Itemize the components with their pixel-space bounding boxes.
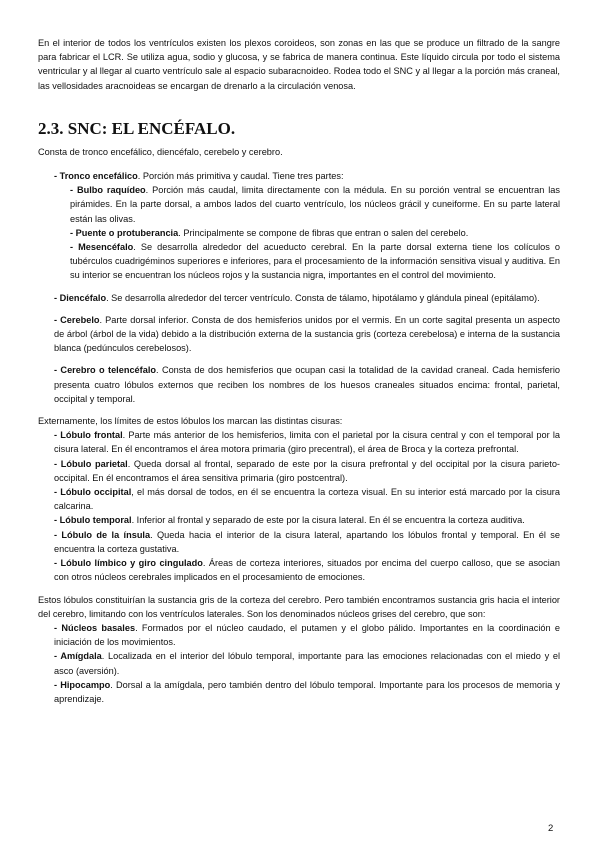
term-diencefalo: - Diencéfalo <box>54 292 107 303</box>
term-bulbo: - Bulbo raquídeo <box>70 185 146 196</box>
term-lobulo-occipital: - Lóbulo occipital <box>54 487 132 498</box>
lobulo-frontal <box>54 428 560 456</box>
sub-bulbo <box>70 183 560 226</box>
term-cerebelo: - Cerebelo <box>54 314 100 325</box>
lobulo-temporal <box>54 513 560 527</box>
term-puente: - Puente o protuberancia <box>70 227 179 238</box>
text-tronco: . Porción más primitiva y caudal. Tiene tres partes: <box>137 171 344 182</box>
term-tronco: - Tronco encefálico <box>54 171 138 182</box>
item-cerebelo <box>54 313 560 356</box>
term-cerebro: - Cerebro o telencéfalo <box>54 365 157 376</box>
text-lobulo-occipital: , el más dorsal de todos, en él se encuentra la corteza visual. En su interior está marcado por la cisura calcarina. <box>54 487 560 512</box>
text-lobulo-insula: . Queda hacia el interior de la cisura lateral, apartando los lóbulos frontal y temporal. En él se encuentra la corteza gustativa. <box>54 529 560 554</box>
lobulo-parietal <box>54 457 560 485</box>
term-lobulo-temporal: - Lóbulo temporal <box>54 515 132 526</box>
tronco-subparts <box>70 183 560 282</box>
amigdala <box>54 649 560 677</box>
term-lobulo-frontal: - Lóbulo frontal <box>54 430 123 441</box>
nucleos-intro: Estos lóbulos constituirían la sustancia gris de la corteza del cerebro. Pero también encontramos sustancia gris hacia el interior del cerebro, limitando con los ventrículos laterales. Son los denominados núcleos grises del cerebro, que son: <box>38 594 560 619</box>
section-lead: Consta de tronco encefálico, diencéfalo, cerebelo y cerebro. <box>38 146 283 157</box>
lobulo-limbico <box>54 556 560 584</box>
term-hipocampo: - Hipocampo <box>54 679 111 690</box>
intro-paragraph: En el interior de todos los ventrículos existen los plexos coroideos, son zonas en las que se produce un filtrado de la sangre para fabricar el LCR. Se utiliza agua, sodio y glucosa, y se fabrica de manera continua. Este líquido circula por todo el sistema ventricular y al llegar al cuarto ventrículo sale al espacio subaracnoideo. Rodea todo el SNC y al llegar a la porción más craneal, las vellosidades aracnoideas se encargan de drenarlo a la circulación venosa. <box>38 38 560 91</box>
page-number: 2 <box>548 823 554 834</box>
term-lobulo-insula: - Lóbulo de la ínsula <box>54 529 151 540</box>
document-page <box>38 36 560 706</box>
text-cerebro: . Consta de dos hemisferios que ocupan casi la totalidad de la cavidad craneal. Cada hemisferio presenta cuatro lóbulos externos que reciben los nombres de los huesos craneales situados encima: frontal, parietal, occipital y temporal. <box>54 365 560 404</box>
term-lobulo-limbico: - Lóbulo límbico y giro cingulado <box>54 558 203 569</box>
text-lobulo-temporal: . Inferior al frontal y separado de este por la cisura lateral. En él se encuentra la corteza auditiva. <box>131 515 525 526</box>
term-lobulo-parietal: - Lóbulo parietal <box>54 458 128 469</box>
lobulo-insula <box>54 528 560 556</box>
text-hipocampo: . Dorsal a la amígdala, pero también dentro del lóbulo temporal. Importante para los procesos de memoria y aprendizaje. <box>54 679 560 704</box>
item-tronco <box>54 169 560 183</box>
hipocampo <box>54 678 560 706</box>
text-mesencefalo: . Se desarrolla alrededor del acueducto cerebral. En la parte dorsal externa tiene los colículos o tubérculos cuadrigéminos superiores e inferiores, para el procesamiento de la información sensitiva visual y auditiva. En su interior se encuentran los núcleos rojos y la sustancia nigra, importantes en el control del movimiento. <box>70 242 560 281</box>
lobulo-occipital <box>54 485 560 513</box>
lobulos-list <box>54 428 560 584</box>
text-nucleos-basales: . Formados por el núcleo caudado, el putamen y el globo pálido. Importantes en la coordinación e iniciación de los movimientos. <box>54 622 560 648</box>
text-cerebelo: . Parte dorsal inferior. Consta de dos hemisferios unidos por el vermis. En un corte sagital presenta un aspecto de árbol (árbol de la vida) debido a la distribución externa de la sustancia gris (corteza cerebelosa) e interna de la sustancia blanca (pedúnculos cerebelosos). <box>54 314 560 354</box>
sub-mesencefalo <box>70 240 560 283</box>
text-amigdala: . Localizada en el interior del lóbulo temporal, importante para las emociones relacionadas con el miedo y el asco (aversión). <box>54 651 560 676</box>
nucleos-list <box>54 621 560 706</box>
lobulos-intro: Externamente, los límites de estos lóbulos los marcan las distintas cisuras: <box>38 416 343 427</box>
text-lobulo-limbico: . Áreas de corteza interiores, situados por encima del cuerpo calloso, que se asocian con otros núcleos cerebrales implicados en el procesamiento de emociones. <box>54 558 560 583</box>
nucleos-basales <box>54 621 560 649</box>
text-puente: . Principalmente se compone de fibras que entran o salen del cerebelo. <box>178 227 469 238</box>
item-diencefalo <box>54 291 560 305</box>
sub-puente <box>70 226 560 240</box>
text-bulbo: . Porción más caudal, limita directamente con la médula. En su porción ventral se encuentran las pirámides. En la parte dorsal, a ambos lados del cuarto ventrículo, los núcleos grácil y cuneiforme. En su parte lateral están las olivas. <box>70 185 561 224</box>
text-lobulo-parietal: . Queda dorsal al frontal, separado de este por la cisura prefrontal y del occipital por la cisura parieto-occipital. En él encontramos el área sensitiva primaria (giro postcentral). <box>54 458 560 483</box>
text-diencefalo: . Se desarrolla alrededor del tercer ventrículo. Consta de tálamo, hipotálamo y glándula pineal (epitálamo). <box>106 292 540 303</box>
item-cerebro <box>54 363 560 406</box>
section-title: 2.3. SNC: EL ENCÉFALO. <box>38 118 236 138</box>
term-amigdala: - Amígdala <box>54 651 102 662</box>
term-nucleos-basales: - Núcleos basales <box>54 622 136 633</box>
term-mesencefalo: - Mesencéfalo <box>70 242 134 253</box>
text-lobulo-frontal: . Parte más anterior de los hemisferios, limita con el parietal por la cisura central y con el temporal por la cisura lateral. En él encontramos el área motora primaria (giro precentral), el área de Broca y la corteza prefrontal. <box>54 430 561 455</box>
